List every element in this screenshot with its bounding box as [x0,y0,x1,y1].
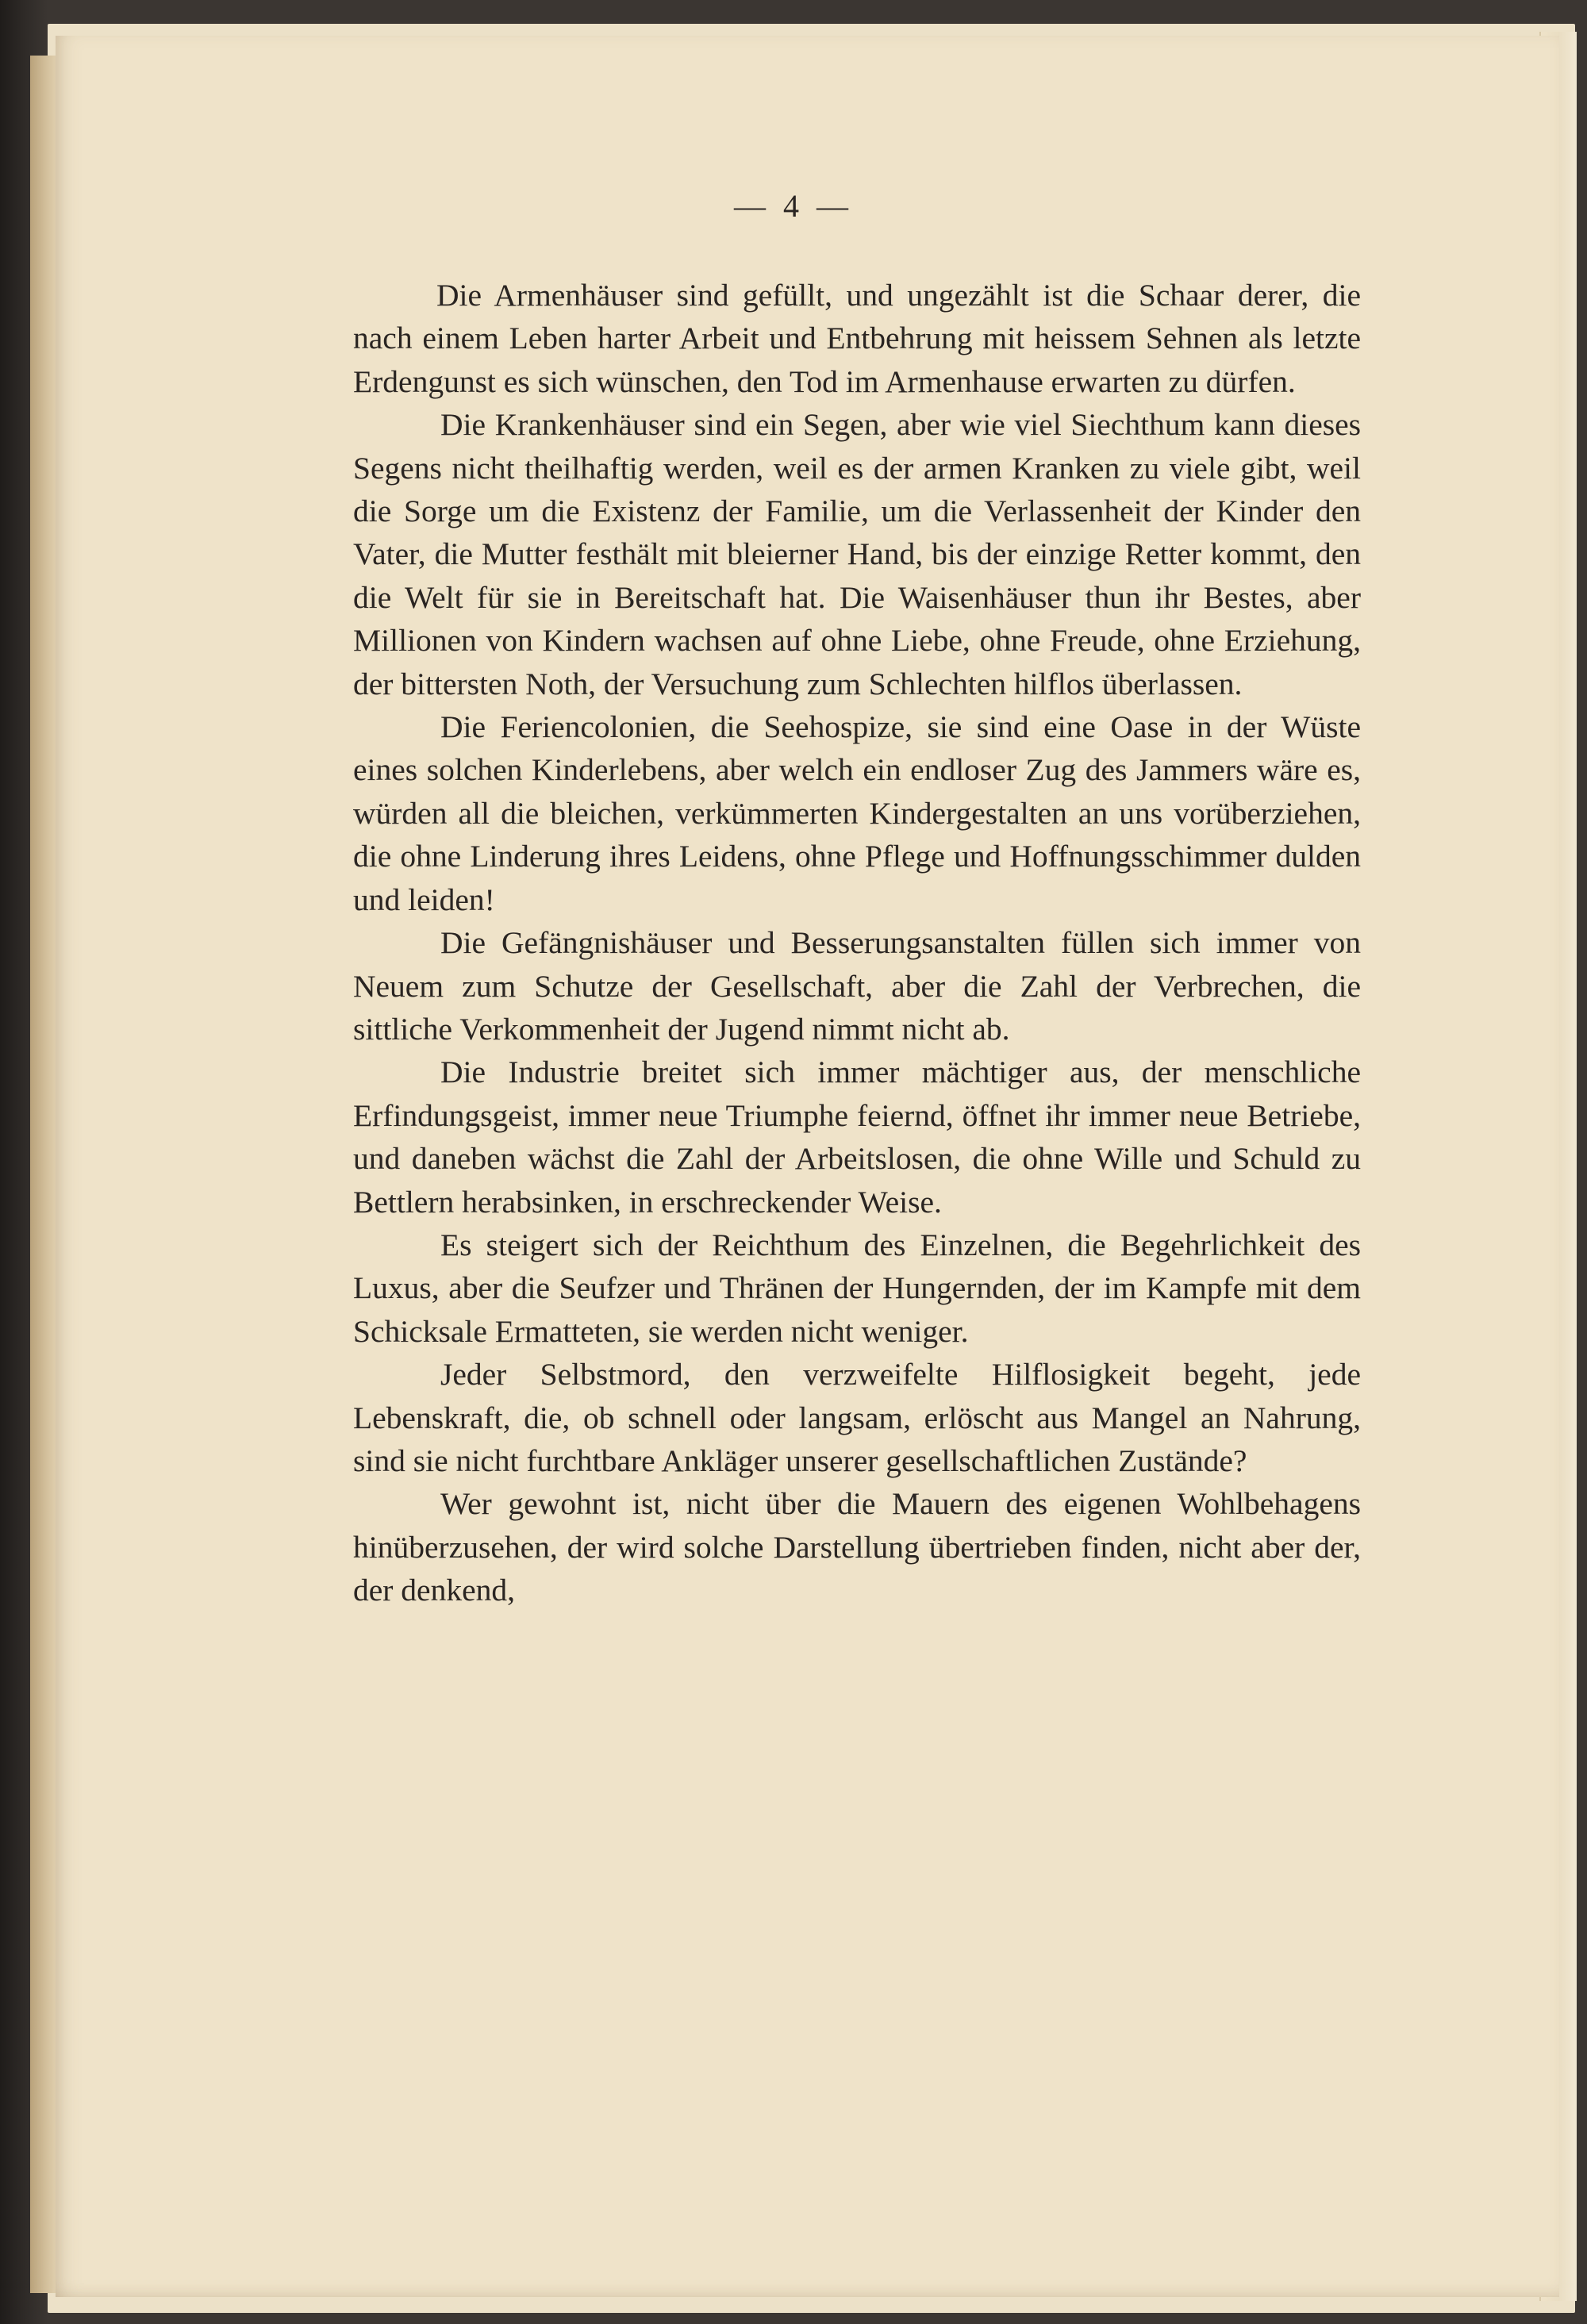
page-number: — 4 — [734,188,853,224]
paragraph-7: Jeder Selbstmord, den verzweifelte Hilflosigkeit begeht, jede Lebenskraft, die, ob schnell oder langsam, erlöscht aus Mangel an Nahrung, sind sie nicht furchtbare Ankläger unserer gesellschaftlichen Zustände? [353,1357,1361,1478]
paragraph-2: Die Krankenhäuser sind ein Segen, aber wie viel Siechthum kann dieses Segens nicht theilhaftig werden, weil es der armen Kranken zu viele gibt, weil die Sorge um die Existenz der Familie, um die Verlassenheit der Kinder den Vater, die Mutter festhält mit bleierner Hand, bis der einzige Retter kommt, den die Welt für sie in Bereitschaft hat. Die Waisenhäuser thun ihr Bestes, aber Millionen von Kindern wachsen auf ohne Liebe, ohne Freude, ohne Erziehung, der bittersten Noth, der Versuchung zum Schlechten hilflos überlassen. [353,407,1361,701]
paragraph-5: Die Industrie breitet sich immer mächtiger aus, der menschliche Erfindungsgeist, immer neue Triumphe feiernd, öffnet ihr immer neue Betriebe, und daneben wächst die Zahl der Arbeitslosen, die ohne Wille und Schuld zu Bettlern herabsinken, in erschreckender Weise. [353,1054,1361,1220]
paragraph-6: Es steigert sich der Reichthum des Einzelnen, die Begehrlichkeit des Luxus, aber die Seufzer und Thränen der Hungernden, der im Kampfe mit dem Schicksale Ermatteten, sie werden nicht weniger. [353,1227,1361,1349]
paragraph-1: Die Armenhäuser sind gefüllt, und ungezählt ist die Schaar derer, die nach einem Leben harter Arbeit und Entbehrung mit heissem Sehnen als letzte Erdengunst es sich wünschen, den Tod im Armenhause erwarten zu dürfen. [353,278,1361,399]
paragraph-3: Die Feriencolonien, die Seehospize, sie sind eine Oase in der Wüste eines solchen Kinderlebens, aber welch ein endloser Zug des Jammers wäre es, würden all die bleichen, verkümmerten Kindergestalten an uns vorüberziehen, die ohne Linderung ihres Leidens, ohne Pflege und Hoffnungsschimmer dulden und leiden! [353,709,1361,917]
body-text [353,274,1361,1612]
paragraph-8: Wer gewohnt ist, nicht über die Mauern des eigenen Wohlbehagens hinüberzusehen, der wird solche Darstellung übertrieben finden, nicht aber der, der denkend, [353,1486,1361,1608]
paragraph-4: Die Gefängnishäuser und Besserungsanstalten füllen sich immer von Neuem zum Schutze der Gesellschaft, aber die Zahl der Verbrechen, die sittliche Verkommenheit der Jugend nimmt nicht ab. [353,925,1361,1047]
